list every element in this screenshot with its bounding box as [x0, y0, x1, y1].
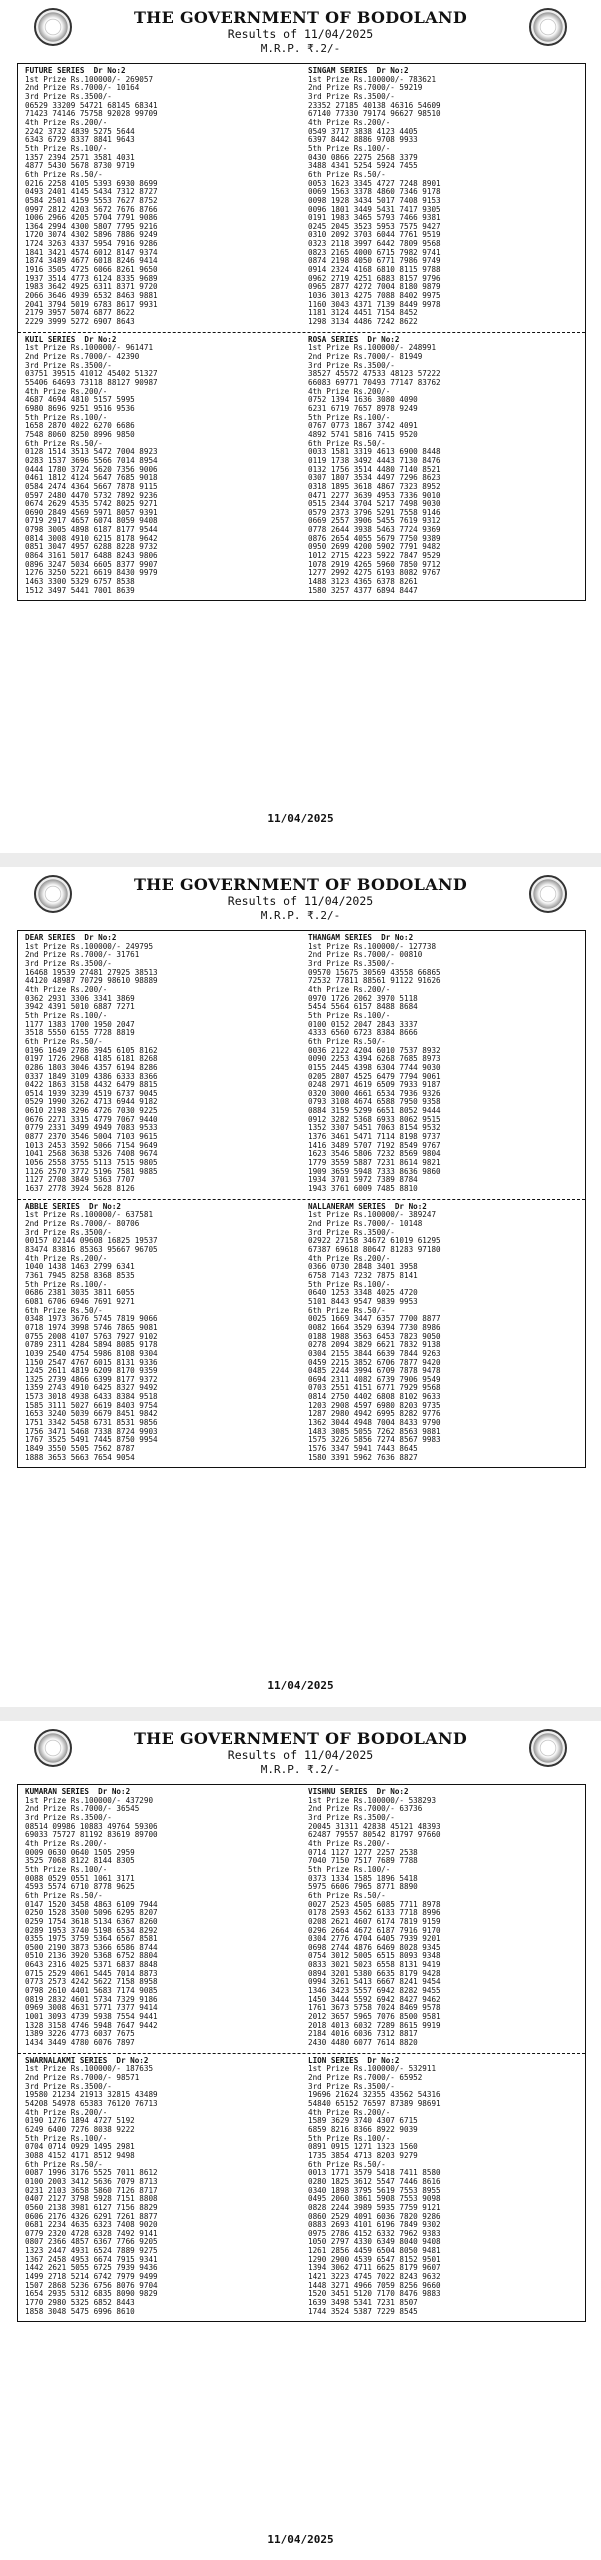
results-box: [17, 930, 586, 1468]
prize-list: 1st Prize Rs.100000/- 532911 2nd Prize Rs.7000/- 65952 3rd Prize Rs.3500/- 19696 21624 32355 43562 54316 54840 65152 76597 87389 98691 4th Prize Rs.200/- 1589 3629 3740 4307 6715 6859 8216 8366 8922 9039 5th Prize Rs.100/- 0891 0915 1271 1323 1560 1735 3854 4713 8203 9279 6th Prize Rs.50/- 0013 1771 3579 5418 7411 8580 0280 1825 3612 5547 7446 8616 0340 1898 3795 5619 7553 8955 0495 2060 3861 5908 7553 9098 0828 2244 3989 5935 7759 9121 0860 2529 4091 6036 7820 9286 0883 2693 4101 6196 7849 9302 0975 2786 4152 6332 7962 9383 1050 2797 4330 6349 8040 9408 1261 2856 4459 6504 8050 9481 1290 2900 4539 6547 8152 9501 1394 3062 4711 6625 8179 9607 1421 3223 4745 7022 8243 9632 1448 3271 4966 7059 8256 9660 1520 3451 5120 7170 8476 9883 1639 3498 5341 7231 8507 1744 3524 5387 7229 8545: [308, 2064, 441, 2316]
series-block: [18, 64, 301, 332]
series-block: [301, 1785, 584, 2053]
government-emblem-icon: [529, 875, 567, 913]
prize-list: 1st Prize Rs.100000/- 783621 2nd Prize Rs.7000/- 59219 3rd Prize Rs.3500/- 23352 27185 40138 46316 54609 67140 77330 79174 96627 98510 4th Prize Rs.200/- 0549 3717 3838 4123 4405 6397 8442 8886 9708 9933 5th Prize Rs.100/- 0430 0866 2275 2568 3379 3488 4341 5254 5924 7455 6th Prize Rs.50/- 0053 1623 3345 4727 7248 8901 0069 1563 3378 4860 7346 9178 0098 1928 3434 5017 7408 9153 0096 1801 3449 5431 7417 9305 0191 1983 3465 5793 7466 9381 0245 2045 3523 5953 7575 9427 0310 2092 3703 6044 7761 9519 0323 2118 3997 6442 7809 9568 0823 2165 4000 6715 7982 9741 0874 2198 4050 6771 7986 9749 0914 2324 4168 6810 8115 9788 0962 2719 4251 6883 8157 9796 0965 2877 4272 7004 8180 9879 1036 3013 4275 7088 8402 9975 1160 3043 4371 7139 8449 9978 1181 3124 4451 7154 8452 1298 3134 4486 7242 8622: [308, 74, 441, 327]
series-title: LION SERIES Dr No:2: [308, 2055, 400, 2065]
results-row: [18, 1200, 585, 1468]
series-title: VISHNU SERIES Dr No:2: [308, 1787, 409, 1796]
series-block: [301, 931, 584, 1199]
series-block: [301, 2054, 584, 2322]
series-title: KUMARAN SERIES Dr No:2: [25, 1787, 131, 1796]
results-box: [17, 1784, 586, 2322]
page-title: THE GOVERNMENT OF BODOLAND: [133, 8, 468, 27]
series-block: [18, 2054, 301, 2322]
results-row: [18, 1785, 585, 2054]
page-title: THE GOVERNMENT OF BODOLAND: [133, 875, 468, 894]
series-title: NALLANERAM SERIES Dr No:2: [308, 1201, 427, 1211]
page-separator: [0, 853, 601, 867]
prize-list: 1st Prize Rs.100000/- 127738 2nd Prize Rs.7000/- 00810 3rd Prize Rs.3500/- 09570 15675 30569 43558 66865 72532 77811 88561 91122 91626 4th Prize Rs.200/- 0970 1726 2062 3970 5118 5454 5564 6157 8488 8684 5th Prize Rs.100/- 0100 0152 2047 2843 3337 4333 6560 6723 8384 8666 6th Prize Rs.50/- 0036 2122 4204 6010 7537 8932 0090 2253 4394 6268 7685 8973 0155 2445 4398 6304 7744 9030 0205 2807 4525 6479 7794 9061 0248 2971 4619 6509 7933 9187 0320 3000 4661 6534 7936 9326 0793 3108 4674 6588 7950 9358 0884 3159 5299 6651 8052 9444 0912 3282 5368 6933 8062 9515 1352 3307 5451 7063 8154 9532 1376 3461 5471 7114 8198 9737 1416 3489 5707 7192 8549 9767 1623 3546 5806 7232 8569 9804 1779 3559 5887 7231 8614 9821 1909 3659 5948 7333 8636 9860 1934 3701 5972 7389 8784 1943 3761 6009 7485 8810: [308, 941, 441, 1194]
series-title: ABBLE SERIES Dr No:2: [25, 1201, 122, 1211]
series-title: SINGAM SERIES Dr No:2: [308, 66, 409, 75]
series-title: KUIL SERIES Dr No:2: [25, 334, 117, 344]
prize-list: 1st Prize Rs.100000/- 437290 2nd Prize Rs.7000/- 36545 3rd Prize Rs.3500/- 08514 09986 10883 49764 59306 69033 75727 81192 83619 89700 4th Prize Rs.200/- 0009 0630 0640 1505 2959 3525 7068 8122 8144 8305 5th Prize Rs.100/- 0088 0529 0551 1061 3171 4593 5574 6710 8778 9625 6th Prize Rs.50/- 0147 1520 3458 4863 6109 7944 0250 1528 3500 5096 6295 8207 0259 1754 3618 5134 6367 8260 0289 1953 3740 5198 6534 8292 0355 1975 3759 5364 6567 8581 0500 2190 3873 5366 6586 8744 0510 2136 3920 5368 6752 8804 0643 2316 4025 5371 6837 8848 0715 2529 4061 5445 7014 8873 0773 2573 4242 5622 7158 8958 0798 2610 4401 5683 7174 9085 0819 2832 4601 5734 7329 9186 0969 3008 4631 5771 7377 9414 1001 3093 4739 5938 7554 9441 1328 3158 4746 5948 7647 9442 1389 3226 4773 6037 7675 1434 3449 4780 6076 7897: [25, 1795, 158, 2048]
page-header: [0, 867, 601, 927]
footer-date: 11/04/2025: [267, 2533, 334, 2546]
series-title: ROSA SERIES Dr No:2: [308, 334, 400, 344]
series-block: [301, 1200, 584, 1468]
result-page-2: [0, 867, 601, 1707]
mrp-price: M.R.P. ₹.2/-: [260, 1763, 341, 1776]
results-date: Results of 11/04/2025: [227, 1748, 374, 1762]
footer-date: 11/04/2025: [267, 812, 334, 825]
series-block: [18, 333, 301, 601]
series-title: DEAR SERIES Dr No:2: [25, 933, 117, 942]
government-emblem-icon: [529, 1729, 567, 1767]
series-title: SWARNALAKMI SERIES Dr No:2: [25, 2055, 149, 2065]
results-row: [18, 333, 585, 601]
prize-list: 1st Prize Rs.100000/- 961471 2nd Prize Rs.7000/- 42390 3rd Prize Rs.3500/- 03751 39515 41012 45402 51327 55406 64693 73118 88127 90987 4th Prize Rs.200/- 4687 4694 4810 5157 5995 6980 8696 9251 9516 9536 5th Prize Rs.100/- 1658 2870 4022 6270 6686 7548 8060 8250 8996 9850 6th Prize Rs.50/- 0128 1514 3513 5472 7004 8923 0283 1537 3696 5566 7014 8954 0444 1780 3724 5620 7356 9006 0461 1812 4124 5647 7685 9018 0584 2474 4364 5667 7878 9115 0597 2480 4470 5732 7892 9236 0674 2629 4535 5742 8025 9271 0690 2849 4569 5971 8057 9391 0719 2917 4657 6074 8059 9408 0798 3005 4898 6187 8177 9544 0814 3008 4910 6215 8178 9642 0851 3047 4957 6288 8228 9732 0864 3161 5017 6488 8243 9806 0896 3247 5034 6605 8377 9907 1276 3250 5221 6619 8430 9979 1463 3300 5329 6757 8538 1512 3497 5441 7001 8639: [25, 343, 158, 595]
series-block: [301, 64, 584, 332]
results-date: Results of 11/04/2025: [227, 27, 374, 41]
results-row: [18, 64, 585, 333]
result-page-3: [0, 1721, 601, 2560]
footer-date: 11/04/2025: [267, 1679, 334, 1692]
series-block: [18, 1200, 301, 1468]
series-title: FUTURE SERIES Dr No:2: [25, 66, 126, 75]
page-separator: [0, 1707, 601, 1721]
prize-list: 1st Prize Rs.100000/- 389247 2nd Prize Rs.7000/- 10148 3rd Prize Rs.3500/- 02922 27158 34672 61019 61295 67387 69618 80647 81283 97180 4th Prize Rs.200/- 0366 0730 2848 3401 3958 6758 7143 7232 7875 8141 5th Prize Rs.100/- 0640 1253 3348 4025 4720 5101 8443 9547 9839 9953 6th Prize Rs.50/- 0025 1669 3447 6357 7700 8877 0082 1664 3529 6394 7730 8986 0188 1988 3563 6453 7823 9050 0278 2094 3829 6621 7832 9138 0304 2155 3844 6639 7844 9263 0459 2215 3852 6706 7877 9420 0485 2244 3994 6709 7878 9478 0694 2311 4082 6739 7906 9549 0703 2551 4151 6771 7929 9568 0814 2750 4402 6808 8102 9633 1203 2908 4597 6980 8203 9735 1287 2980 4942 6995 8282 9776 1362 3044 4948 7004 8433 9790 1483 3085 5055 7262 8563 9881 1575 3226 5856 7274 8567 9983 1576 3347 5941 7443 8645 1580 3391 5962 7636 8827: [308, 1210, 441, 1462]
page-header: [0, 1721, 601, 1781]
prize-list: 1st Prize Rs.100000/- 538293 2nd Prize Rs.7000/- 63736 3rd Prize Rs.3500/- 20045 31311 42838 45121 48393 62487 79557 80542 81797 97660 4th Prize Rs.200/- 0714 1127 1277 2257 2538 7040 7150 7517 7689 7788 5th Prize Rs.100/- 0373 1334 1585 1896 5418 5975 6606 7965 8771 8890 6th Prize Rs.50/- 0027 2523 4505 6085 7711 8978 0178 2593 4562 6133 7718 8996 0208 2621 4607 6174 7819 9159 0296 2664 4672 6187 7916 9170 0304 2776 4704 6405 7939 9201 0698 2744 4876 6469 8028 9345 0754 3012 5005 6515 8093 9348 0833 3021 5023 6558 8131 9419 0894 3201 5380 6635 8179 9428 0994 3261 5413 6667 8241 9454 1346 3423 5557 6942 8282 9455 1450 3444 5592 6942 8427 9462 1761 3673 5758 7024 8469 9578 2012 3657 5965 7076 8500 9581 2018 4013 6032 7289 8615 9919 2184 4016 6036 7312 8817 2430 4480 6077 7614 8820: [308, 1795, 441, 2048]
mrp-price: M.R.P. ₹.2/-: [260, 42, 341, 55]
series-title: THANGAM SERIES Dr No:2: [308, 933, 414, 942]
result-page-1: [0, 0, 601, 853]
page-title: THE GOVERNMENT OF BODOLAND: [133, 1729, 468, 1748]
mrp-price: M.R.P. ₹.2/-: [260, 909, 341, 922]
results-row: [18, 2054, 585, 2322]
series-block: [18, 1785, 301, 2053]
government-emblem-icon: [529, 8, 567, 46]
results-date: Results of 11/04/2025: [227, 894, 374, 908]
page-header: [0, 0, 601, 60]
prize-list: 1st Prize Rs.100000/- 187635 2nd Prize Rs.7000/- 98571 3rd Prize Rs.3500/- 19580 21234 21913 32815 43489 54208 54978 65383 76120 76713 4th Prize Rs.200/- 0190 1276 1894 4727 5192 6249 6400 7276 8038 9222 5th Prize Rs.100/- 0704 0714 0929 1495 2981 3088 4152 4171 8512 9498 6th Prize Rs.50/- 0087 1996 3176 5525 7011 8612 0100 2003 3412 5636 7079 8713 0231 2103 3658 5860 7126 8717 0407 2127 3798 5928 7151 8808 0560 2138 3981 6127 7156 8829 0606 2176 4326 6291 7261 8877 0681 2234 4635 6323 7408 9020 0779 2320 4728 6328 7492 9141 0807 2366 4857 6367 7766 9205 1323 2447 4931 6524 7889 9275 1367 2458 4953 6674 7915 9341 1442 2621 5055 6725 7939 9436 1499 2718 5214 6742 7979 9499 1507 2868 5236 6756 8076 9704 1654 2935 5312 6835 8090 9829 1770 2980 5325 6852 8443 1858 3048 5475 6996 8610: [25, 2064, 158, 2316]
results-row: [18, 931, 585, 1200]
prize-list: 1st Prize Rs.100000/- 637581 2nd Prize Rs.7000/- 80706 3rd Prize Rs.3500/- 00157 02144 09608 16825 19537 83474 83816 85363 95667 96705 4th Prize Rs.200/- 1040 1438 1463 2799 6341 7361 7945 8258 8368 8535 5th Prize Rs.100/- 0686 2381 3035 3811 6055 6081 6706 6946 7691 9271 6th Prize Rs.50/- 0348 1973 3676 5745 7819 9066 0718 1974 3998 5746 7865 9081 0755 2008 4107 5763 7927 9102 0789 2311 4284 5894 8085 9178 1039 2540 4754 5986 8108 9304 1150 2547 4767 6015 8131 9336 1245 2611 4819 6209 8170 9359 1325 2739 4866 6399 8177 9372 1359 2743 4910 6425 8327 9492 1573 3018 4938 6433 8384 9518 1585 3111 5027 6619 8403 9754 1653 3240 5039 6679 8451 9842 1751 3342 5458 6731 8531 9856 1756 3471 5468 7338 8724 9903 1767 3525 5491 7445 8750 9954 1849 3550 5505 7562 8787 1888 3653 5663 7654 9054: [25, 1210, 158, 1462]
prize-list: 1st Prize Rs.100000/- 269057 2nd Prize Rs.7000/- 10164 3rd Prize Rs.3500/- 06529 33209 54721 68145 68341 71423 74146 75758 92028 99709 4th Prize Rs.200/- 2242 3732 4839 5275 5644 6343 6729 8337 8841 9643 5th Prize Rs.100/- 1357 2394 2571 3581 4031 4877 5430 5678 8730 9719 6th Prize Rs.50/- 0216 2258 4105 5393 6930 8699 0493 2401 4145 5434 7312 8727 0584 2501 4159 5553 7627 8752 0997 2812 4203 5672 7676 8766 1006 2966 4205 5704 7791 9086 1364 2994 4300 5807 7795 9216 1720 3074 4302 5896 7886 9249 1724 3263 4337 5954 7916 9286 1841 3421 4574 6012 8147 9374 1874 3489 4677 6018 8246 9414 1916 3505 4725 6066 8261 9650 1937 3514 4773 6124 8335 9689 1983 3642 4925 6311 8371 9720 2066 3646 4939 6532 8463 9881 2041 3794 5019 6783 8617 9931 2179 3957 5074 6877 8622 2229 3999 5272 6907 8643: [25, 74, 158, 327]
series-block: [18, 931, 301, 1199]
prize-list: 1st Prize Rs.100000/- 249795 2nd Prize Rs.7000/- 31761 3rd Prize Rs.3500/- 16468 19539 27481 27925 38513 44120 48987 70729 98610 98889 4th Prize Rs.200/- 0362 2931 3306 3341 3869 3942 4391 5010 6887 7271 5th Prize Rs.100/- 1177 1383 1700 1950 2047 3518 5550 6155 7728 8819 6th Prize Rs.50/- 0196 1649 2786 3945 6105 8162 0197 1726 2968 4185 6181 8268 0286 1803 3046 4357 6194 8286 0337 1849 3109 4386 6333 8366 0422 1863 3158 4432 6479 8815 0514 1939 3239 4519 6737 9045 0529 1990 3262 4713 6944 9182 0610 2198 3296 4726 7030 9225 0676 2271 3315 4779 7067 9440 0779 2331 3499 4949 7083 9533 0877 2370 3546 5004 7103 9615 1013 2453 3592 5066 7154 9649 1041 2568 3638 5326 7408 9674 1056 2558 3755 5113 7515 9805 1126 2570 3772 5196 7581 9885 1127 2708 3849 5363 7707 1637 2778 3924 5628 8126: [25, 941, 158, 1194]
prize-list: 1st Prize Rs.100000/- 248991 2nd Prize Rs.7000/- 81949 3rd Prize Rs.3500/- 38527 45572 47533 48123 57222 66083 69771 70493 77147 83762 4th Prize Rs.200/- 0752 1394 1636 3080 4090 6231 6719 7657 8978 9249 5th Prize Rs.100/- 0767 0773 1867 3742 4091 4892 5741 5816 7415 9520 6th Prize Rs.50/- 0033 1581 3319 4613 6900 8448 0119 1738 3492 4443 7130 8476 0132 1756 3514 4480 7140 8521 0307 1807 3534 4497 7296 8623 0318 1895 3618 4867 7323 8952 0471 2277 3639 4953 7336 9010 0515 2344 3704 5217 7498 9030 0579 2373 3796 5291 7558 9146 0669 2557 3906 5455 7619 9312 0778 2644 3938 5463 7724 9369 0876 2654 4055 5679 7750 9389 0950 2699 4200 5902 7791 9482 1012 2715 4223 5922 7847 9529 1078 2919 4265 5960 7850 9712 1277 2992 4275 6193 8082 9767 1488 3123 4365 6378 8261 1580 3257 4377 6894 8447: [308, 343, 441, 595]
series-block: [301, 333, 584, 601]
results-box: [17, 63, 586, 601]
